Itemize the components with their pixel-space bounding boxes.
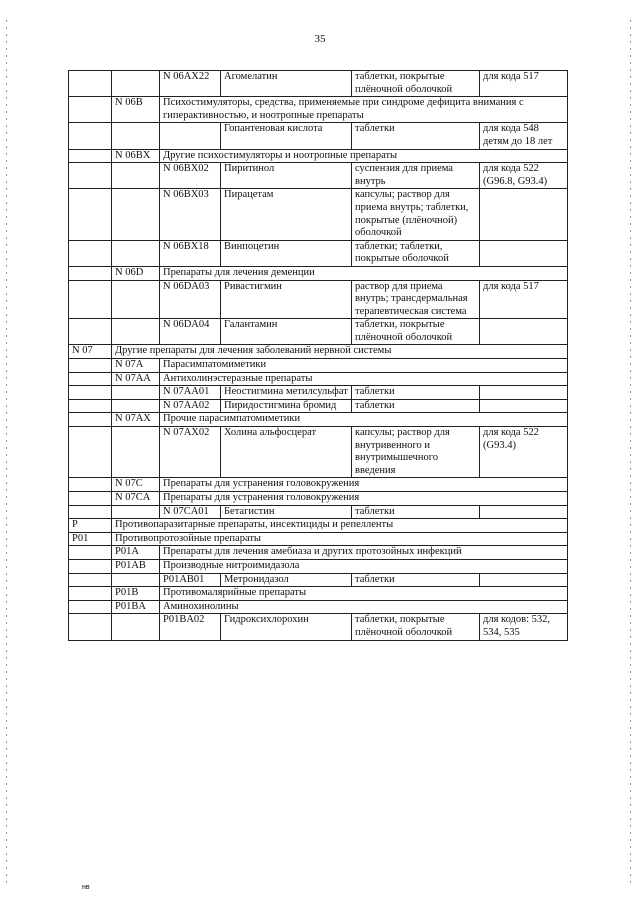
class-code-cell: N 07CA — [112, 492, 160, 506]
empty-cell — [112, 427, 160, 478]
table-row — [69, 519, 568, 533]
drug-name-cell: Гопантеновая кислота — [221, 123, 352, 149]
empty-cell — [69, 97, 112, 123]
empty-cell — [69, 240, 112, 266]
empty-cell — [69, 478, 112, 492]
table-row — [69, 189, 568, 240]
drug-name-cell: Гидроксихлорохин — [221, 614, 352, 640]
table-row — [69, 399, 568, 413]
empty-cell — [69, 614, 112, 640]
empty-cell — [69, 386, 112, 400]
atc-code-cell: P01BA02 — [160, 614, 221, 640]
empty-cell — [112, 123, 160, 149]
drug-name-cell: Бетагистин — [221, 505, 352, 519]
table-row — [69, 345, 568, 359]
empty-cell — [69, 372, 112, 386]
subgroup-title-cell: Парасимпатомиметики — [160, 359, 568, 373]
drug-name-cell: Винпоцетин — [221, 240, 352, 266]
condition-note-cell: для кода 522 (G96.8, G93.4) — [480, 163, 568, 189]
class-code-cell: P01AB — [112, 559, 160, 573]
group-title-cell: Другие препараты для лечения заболеваний нервной системы — [112, 345, 568, 359]
condition-note-cell — [480, 573, 568, 587]
table-row — [69, 559, 568, 573]
group-title-cell: Противопротозойные препараты — [112, 532, 568, 546]
subgroup-title-cell: Препараты для лечения деменции — [160, 266, 568, 280]
class-code-cell: N 07AX — [112, 413, 160, 427]
dosage-form-cell: капсулы; раствор для внутривенного и внутримышечного введения — [352, 427, 480, 478]
atc-code-cell: N 07AA02 — [160, 399, 221, 413]
dosage-form-cell: таблетки, покрытые плёночной оболочкой — [352, 319, 480, 345]
atc-code-cell: N 06AX22 — [160, 71, 221, 97]
table-row — [69, 280, 568, 319]
empty-cell — [69, 359, 112, 373]
table-body — [69, 71, 568, 641]
empty-cell — [69, 149, 112, 163]
subgroup-code-cell: P01A — [112, 546, 160, 560]
empty-cell — [69, 319, 112, 345]
table-row — [69, 319, 568, 345]
drug-name-cell: Метронидазол — [221, 573, 352, 587]
empty-cell — [69, 546, 112, 560]
atc-code-cell: N 07AA01 — [160, 386, 221, 400]
dosage-form-cell: таблетки, покрытые плёночной оболочкой — [352, 71, 480, 97]
empty-cell — [69, 600, 112, 614]
empty-cell — [112, 573, 160, 587]
atc-code-cell: P01AB01 — [160, 573, 221, 587]
table-row — [69, 97, 568, 123]
drug-name-cell: Пирацетам — [221, 189, 352, 240]
dosage-form-cell: раствор для приема внутрь; трансдермальная терапевтическая система — [352, 280, 480, 319]
class-title-cell: Производные нитроимидазола — [160, 559, 568, 573]
subgroup-title-cell: Препараты для лечения амебиаза и других протозойных инфекций — [160, 546, 568, 560]
empty-cell — [69, 280, 112, 319]
empty-cell — [112, 280, 160, 319]
drug-classification-table — [68, 70, 568, 641]
subgroup-code-cell: N 06D — [112, 266, 160, 280]
dosage-form-cell: капсулы; раствор для приема внутрь; таблетки, покрытые (плёночной) оболочкой — [352, 189, 480, 240]
dosage-form-cell: таблетки — [352, 123, 480, 149]
condition-note-cell — [480, 386, 568, 400]
condition-note-cell — [480, 189, 568, 240]
condition-note-cell — [480, 240, 568, 266]
class-title-cell: Другие психостимуляторы и ноотропные препараты — [160, 149, 568, 163]
table-row — [69, 614, 568, 640]
class-code-cell: P01BA — [112, 600, 160, 614]
empty-cell — [69, 505, 112, 519]
subgroup-title-cell: Противомалярийные препараты — [160, 587, 568, 601]
subgroup-code-cell: N 07A — [112, 359, 160, 373]
empty-cell — [69, 573, 112, 587]
class-title-cell: Прочие парасимпатомиметики — [160, 413, 568, 427]
class-title-cell: Препараты для устранения головокружения — [160, 492, 568, 506]
table-row — [69, 587, 568, 601]
dosage-form-cell: таблетки — [352, 399, 480, 413]
atc-code-cell — [160, 123, 221, 149]
empty-cell — [112, 386, 160, 400]
condition-note-cell: для кода 517 — [480, 71, 568, 97]
class-title-cell: Антихолинэстеразные препараты — [160, 372, 568, 386]
table-row — [69, 123, 568, 149]
dosage-form-cell: таблетки — [352, 573, 480, 587]
dosage-form-cell: таблетки — [352, 386, 480, 400]
dosage-form-cell: суспензия для приема внутрь — [352, 163, 480, 189]
table-row — [69, 573, 568, 587]
table-row — [69, 492, 568, 506]
group-title-cell: Противопаразитарные препараты, инсектициды и репелленты — [112, 519, 568, 533]
condition-note-cell — [480, 319, 568, 345]
subgroup-title-cell: Препараты для устранения головокружения — [160, 478, 568, 492]
table-row — [69, 546, 568, 560]
drug-name-cell: Агомелатин — [221, 71, 352, 97]
group-code-cell: P — [69, 519, 112, 533]
class-title-cell: Аминохинолины — [160, 600, 568, 614]
table-row — [69, 240, 568, 266]
subgroup-title-cell: Психостимуляторы, средства, применяемые при синдроме дефицита внимания с гиперактивностью, и ноотропные препараты — [160, 97, 568, 123]
class-code-cell: N 06BX — [112, 149, 160, 163]
table-row — [69, 478, 568, 492]
atc-code-cell: N 07CA01 — [160, 505, 221, 519]
empty-cell — [69, 399, 112, 413]
table-row — [69, 532, 568, 546]
group-code-cell: P01 — [69, 532, 112, 546]
drug-name-cell: Пиридостигмина бромид — [221, 399, 352, 413]
atc-code-cell: N 07AX02 — [160, 427, 221, 478]
table-row — [69, 427, 568, 478]
drug-name-cell: Галантамин — [221, 319, 352, 345]
table-row — [69, 266, 568, 280]
table-row — [69, 600, 568, 614]
subgroup-code-cell: P01B — [112, 587, 160, 601]
table-row — [69, 505, 568, 519]
table-row — [69, 386, 568, 400]
empty-cell — [112, 163, 160, 189]
footer-initials: нв — [82, 884, 90, 891]
drug-name-cell: Неостигмина метилсульфат — [221, 386, 352, 400]
table-row — [69, 372, 568, 386]
condition-note-cell: для кода 548 детям до 18 лет — [480, 123, 568, 149]
page-number: 35 — [314, 33, 326, 45]
empty-cell — [69, 559, 112, 573]
scan-edge-left — [6, 20, 7, 885]
group-code-cell: N 07 — [69, 345, 112, 359]
condition-note-cell — [480, 505, 568, 519]
class-code-cell: N 07AA — [112, 372, 160, 386]
empty-cell — [69, 71, 112, 97]
condition-note-cell: для кода 522 (G93.4) — [480, 427, 568, 478]
atc-code-cell: N 06DA04 — [160, 319, 221, 345]
atc-code-cell: N 06BX02 — [160, 163, 221, 189]
dosage-form-cell: таблетки — [352, 505, 480, 519]
empty-cell — [112, 319, 160, 345]
empty-cell — [69, 492, 112, 506]
atc-code-cell: N 06DA03 — [160, 280, 221, 319]
empty-cell — [112, 614, 160, 640]
empty-cell — [69, 266, 112, 280]
dosage-form-cell: таблетки; таблетки, покрытые оболочкой — [352, 240, 480, 266]
table-row — [69, 71, 568, 97]
condition-note-cell: для кода 517 — [480, 280, 568, 319]
subgroup-code-cell: N 06B — [112, 97, 160, 123]
empty-cell — [112, 189, 160, 240]
empty-cell — [69, 123, 112, 149]
empty-cell — [69, 427, 112, 478]
empty-cell — [69, 413, 112, 427]
scan-edge-right — [630, 20, 631, 885]
table-row — [69, 149, 568, 163]
empty-cell — [112, 240, 160, 266]
atc-code-cell: N 06BX18 — [160, 240, 221, 266]
drug-name-cell: Холина альфосцерат — [221, 427, 352, 478]
condition-note-cell: для кодов: 532, 534, 535 — [480, 614, 568, 640]
drug-name-cell: Ривастигмин — [221, 280, 352, 319]
empty-cell — [69, 587, 112, 601]
empty-cell — [112, 71, 160, 97]
table-row — [69, 413, 568, 427]
condition-note-cell — [480, 399, 568, 413]
table-row — [69, 163, 568, 189]
empty-cell — [69, 189, 112, 240]
table-row — [69, 359, 568, 373]
subgroup-code-cell: N 07C — [112, 478, 160, 492]
empty-cell — [69, 163, 112, 189]
dosage-form-cell: таблетки, покрытые плёночной оболочкой — [352, 614, 480, 640]
atc-code-cell: N 06BX03 — [160, 189, 221, 240]
empty-cell — [112, 399, 160, 413]
empty-cell — [112, 505, 160, 519]
drug-name-cell: Пиритинол — [221, 163, 352, 189]
